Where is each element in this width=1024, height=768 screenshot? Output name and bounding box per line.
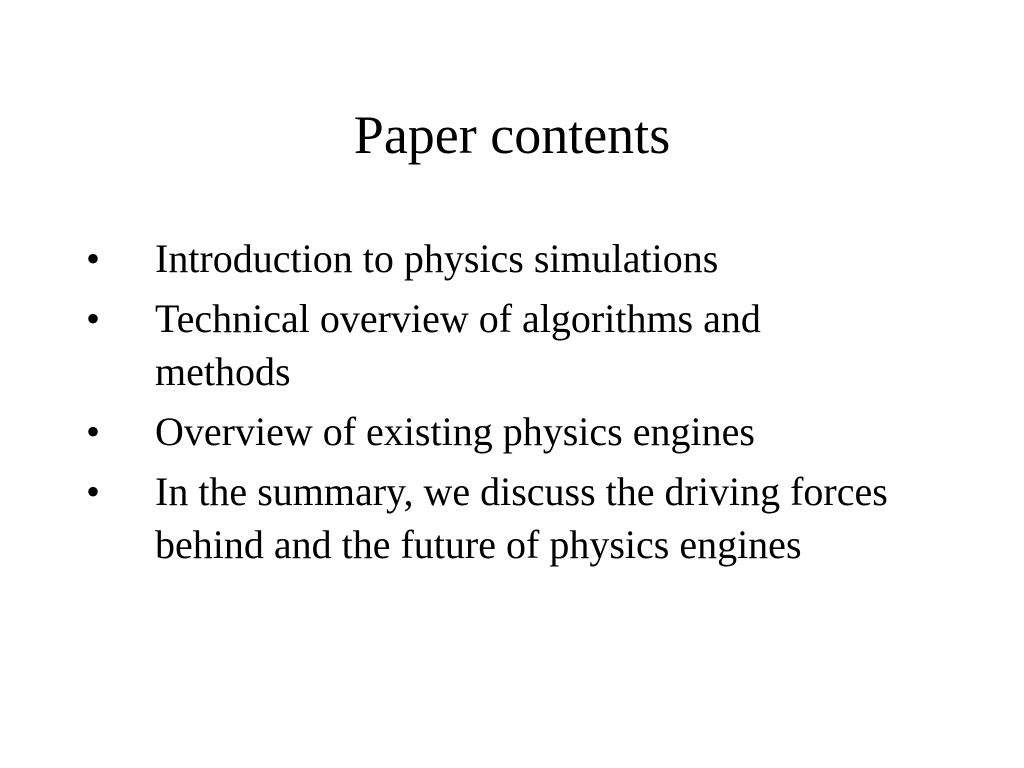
bullet-item-summary (84, 465, 904, 571)
bullet-marker: • (86, 409, 101, 454)
bullet-item-introduction (84, 232, 904, 285)
slide-title: Paper contents (353, 105, 671, 165)
bullet-text: Technical overview of algorithms and methods (155, 296, 761, 394)
bullet-marker: • (86, 236, 101, 281)
bullet-text: Overview of existing physics engines (155, 409, 755, 454)
bullet-list (84, 232, 904, 578)
bullet-text: Introduction to physics simulations (155, 236, 719, 281)
bullet-marker: • (86, 469, 101, 514)
bullet-marker: • (86, 296, 101, 341)
bullet-text: In the summary, we discuss the driving forces behind and the future of physics engines (155, 469, 888, 567)
bullet-item-existing-engines (84, 405, 904, 458)
bullet-item-technical-overview (84, 292, 904, 398)
